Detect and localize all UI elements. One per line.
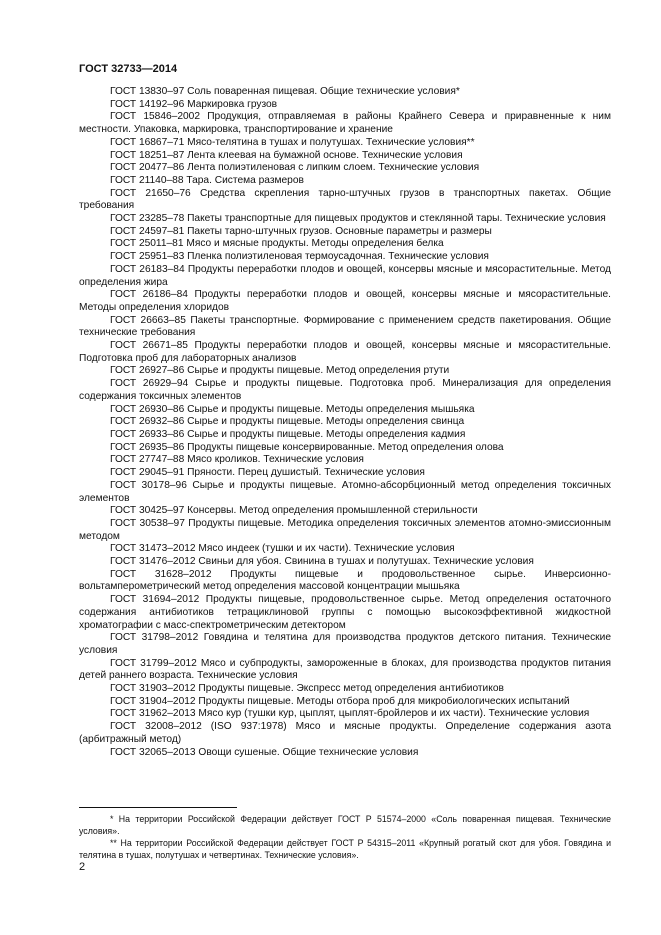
reference-item: ГОСТ 29045–91 Пряности. Перец душистый. Технические условия (110, 467, 425, 479)
reference-item: ГОСТ 26933–86 Сырье и продукты пищевые. Методы определения кадмия (110, 428, 466, 440)
reference-list (79, 86, 611, 759)
reference-item: ГОСТ 31476–2012 Свиньи для убоя. Свинина в тушах и полутушах. Технические условия (110, 556, 534, 568)
footnotes (79, 813, 611, 861)
reference-item: ГОСТ 23285–78 Пакеты транспортные для пищевых продуктов и стеклянной тары. Технические условия (110, 213, 606, 225)
reference-item: ГОСТ 20477–86 Лента полиэтиленовая с липким слоем. Технические условия (110, 162, 480, 174)
reference-item: ГОСТ 13830–97 Соль поваренная пищевая. Общие технические условия* (110, 86, 460, 97)
reference-item: ГОСТ 26929–94 Сырье и продукты пищевые. Подготовка проб. Минерализация для определения содержания токсичных элементов (79, 378, 611, 402)
reference-item: ГОСТ 26183–84 Продукты переработки плодов и овощей, консервы мясные и мясорастительные. Метод определения жира (79, 263, 611, 288)
reference-item: ГОСТ 16867–71 Мясо-телятина в тушах и полутушах. Технические условия** (110, 136, 475, 148)
reference-item: ГОСТ 32065–2013 Овощи сушеные. Общие технические условия (110, 746, 419, 758)
reference-item: ГОСТ 30425–97 Консервы. Метод определения промышленной стерильности (110, 505, 478, 517)
reference-item: ГОСТ 21140–88 Тара. Система размеров (110, 174, 304, 186)
reference-item: ГОСТ 31473–2012 Мясо индеек (тушки и их части). Технические условия (110, 543, 455, 555)
reference-item: ГОСТ 31799–2012 Мясо и субпродукты, замороженные в блоках, для производства продуктов питания детей раннего возраста. Технические условия (79, 657, 611, 682)
reference-item: ГОСТ 27747–88 Мясо кроликов. Технические условия (110, 454, 364, 466)
reference-item: ГОСТ 15846–2002 Продукция, отправляемая в районы Крайнего Севера и приравненные к ним местности. Упаковка, маркировка, транспортирование и хранение (79, 111, 611, 136)
reference-item: ГОСТ 31798–2012 Говядина и телятина для производства продуктов детского питания. Технические условия (79, 632, 611, 656)
reference-item: ГОСТ 26930–86 Сырье и продукты пищевые. Методы определения мышьяка (110, 403, 475, 415)
reference-item: ГОСТ 31694–2012 Продукты пищевые, продовольственное сырье. Метод определения остаточного содержания антибиотиков тетрациклиновой группы с помощью высокоэффективной жидкостной хроматографии с масс-спектрометрическим детектором (79, 594, 611, 631)
reference-item: ГОСТ 32008–2012 (ISO 937:1978) Мясо и мясные продукты. Определение содержания азота (арбитражный метод) (79, 721, 611, 745)
reference-item: ГОСТ 30538–97 Продукты пищевые. Методика определения токсичных элементов атомно-эмиссионным методом (79, 517, 611, 542)
document-header: ГОСТ 32733—2014 (79, 63, 178, 75)
reference-item: ГОСТ 21650–76 Средства скрепления тарно-штучных грузов в транспортных пакетах. Общие требования (79, 187, 611, 212)
reference-item: ГОСТ 14192–96 Маркировка грузов (110, 98, 278, 110)
reference-item: ГОСТ 26186–84 Продукты переработки плодов и овощей, консервы мясные и мясорастительные. Методы определения хлоридов (79, 289, 611, 313)
reference-item: ГОСТ 26671–85 Продукты переработки плодов и овощей, консервы мясные и мясорастительные. Подготовка проб для лабораторных анализов (79, 340, 611, 364)
reference-item: ГОСТ 26663–85 Пакеты транспортные. Формирование с применением средств пакетирования. Общие технические требования (79, 314, 611, 339)
reference-item: ГОСТ 18251–87 Лента клеевая на бумажной основе. Технические условия (110, 149, 463, 161)
footnote-divider (79, 807, 237, 808)
reference-item: ГОСТ 25011–81 Мясо и мясные продукты. Методы определения белка (110, 238, 444, 250)
reference-item: ГОСТ 24597–81 Пакеты тарно-штучных грузов. Основные параметры и размеры (110, 225, 492, 237)
footnote: * На территории Российской Федерации действует ГОСТ Р 51574–2000 «Соль поваренная пищевая. Технические условия». (79, 814, 611, 836)
reference-item: ГОСТ 26932–86 Сырье и продукты пищевые. Методы определения свинца (110, 416, 465, 428)
page-number: 2 (79, 861, 86, 873)
reference-item: ГОСТ 31962–2013 Мясо кур (тушки кур, цыплят, цыплят-бройлеров и их части). Технические условия (110, 708, 590, 720)
reference-item: ГОСТ 31628–2012 Продукты пищевые и продовольственное сырье. Инверсионно-вольтамперометрический метод определения массовой концентрации мышьяка (79, 568, 611, 593)
reference-item: ГОСТ 31904–2012 Продукты пищевые. Методы отбора проб для микробиологических испытаний (110, 695, 570, 707)
reference-item: ГОСТ 31903–2012 Продукты пищевые. Экспресс метод определения антибиотиков (110, 683, 504, 695)
reference-item: ГОСТ 25951–83 Пленка полиэтиленовая термоусадочная. Технические условия (110, 251, 489, 263)
footnote: ** На территории Российской Федерации действует ГОСТ Р 54315–2011 «Крупный рогатый скот для убоя. Говядина и телятина в тушах, полутушах и четвертинах. Технические условия». (79, 838, 611, 860)
reference-item: ГОСТ 26935–86 Продукты пищевые консервированные. Метод определения олова (110, 441, 504, 453)
reference-item: ГОСТ 30178–96 Сырье и продукты пищевые. Атомно-абсорбционный метод определения токсичных элементов (79, 479, 611, 504)
reference-item: ГОСТ 26927–86 Сырье и продукты пищевые. Метод определения ртути (110, 365, 450, 377)
